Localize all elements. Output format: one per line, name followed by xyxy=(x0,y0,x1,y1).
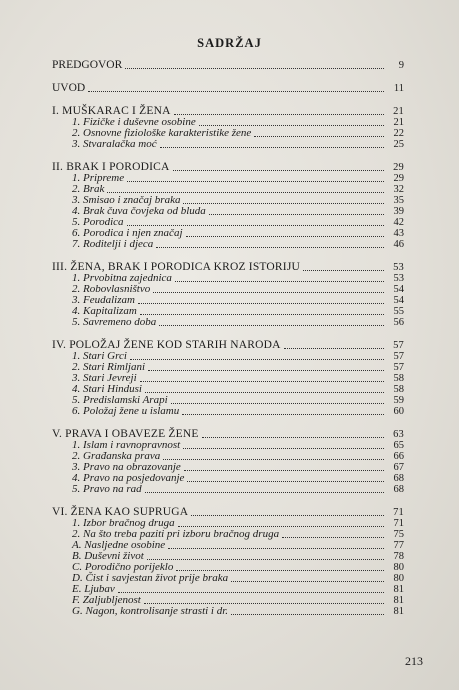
toc-section xyxy=(52,60,404,71)
toc-entry-label: 2. Brak xyxy=(72,183,105,195)
toc-chapter-page: 11 xyxy=(393,83,404,94)
toc-entry xyxy=(52,173,404,184)
toc-entry-label: 5. Porodica xyxy=(72,216,124,228)
dot-leader xyxy=(282,536,384,538)
toc-entry-label: 1. Izbor bračnog druga xyxy=(72,517,175,529)
toc-entry-page: 68 xyxy=(393,484,404,495)
dot-leader xyxy=(118,591,384,593)
toc-entry-label: 6. Položaj žene u islamu xyxy=(72,405,180,417)
toc-entry-page: 60 xyxy=(393,406,404,417)
dot-leader xyxy=(144,602,384,604)
toc-entry-label: 1. Fizičke i duševne osobine xyxy=(72,116,196,128)
dot-leader xyxy=(145,391,384,393)
toc-chapter-page: 71 xyxy=(393,507,404,518)
toc-entry-label: 3. Stari Jevreji xyxy=(72,372,137,384)
toc-entry-page: 53 xyxy=(393,273,404,284)
toc-entry-label: F. Zaljubljenost xyxy=(72,594,141,606)
toc-entry-label: 2. Stari Rimljani xyxy=(72,361,146,373)
dot-leader xyxy=(231,580,384,582)
toc-entry-label: 4. Brak čuva čovjeka od bluda xyxy=(72,205,206,217)
dot-leader xyxy=(168,547,384,549)
dot-leader xyxy=(148,369,384,371)
dot-leader xyxy=(175,280,384,282)
dot-leader xyxy=(202,436,384,438)
toc-entry-label: 3. Pravo na obrazovanje xyxy=(72,461,181,473)
toc-entry-page: 58 xyxy=(393,384,404,395)
toc-chapter xyxy=(52,60,404,71)
toc-chapter-label: III. ŽENA, BRAK I PORODICA KROZ ISTORIJU xyxy=(52,261,301,273)
toc-entry-page: 35 xyxy=(393,195,404,206)
toc-section xyxy=(52,507,404,617)
toc-entry-label: 1. Stari Grci xyxy=(72,350,127,362)
toc-entry-page: 46 xyxy=(393,239,404,250)
dot-leader xyxy=(173,169,384,171)
toc-entry-label: D. Čist i savjestan život prije braka xyxy=(72,572,229,584)
toc-entry-label: 5. Predislamski Arapi xyxy=(72,394,168,406)
toc-chapter-page: 57 xyxy=(393,340,404,351)
toc-entry-page: 21 xyxy=(393,117,404,128)
toc-section xyxy=(52,429,404,495)
toc-entry-label: 5. Pravo na rad xyxy=(72,483,142,495)
dot-leader xyxy=(159,324,384,326)
toc-entry-label: A. Nasljedne osobine xyxy=(72,539,166,551)
toc-entry-page: 77 xyxy=(393,540,404,551)
toc-entry-page: 68 xyxy=(393,473,404,484)
toc-entry xyxy=(52,406,404,417)
toc-entry-page: 55 xyxy=(393,306,404,317)
toc-chapter-page: 9 xyxy=(398,60,404,71)
toc-entry-page: 39 xyxy=(393,206,404,217)
page-title: SADRŽAJ xyxy=(197,36,262,50)
toc-entry-page: 56 xyxy=(393,317,404,328)
toc-entry-page: 80 xyxy=(393,573,404,584)
toc-chapter-label: VI. ŽENA KAO SUPRUGA xyxy=(52,506,189,518)
toc-entry-page: 54 xyxy=(393,295,404,306)
dot-leader xyxy=(303,269,384,271)
dot-leader xyxy=(125,67,384,69)
toc-entry-page: 78 xyxy=(393,551,404,562)
dot-leader xyxy=(130,358,384,360)
toc-chapter-label: II. BRAK I PORODICA xyxy=(52,161,170,173)
toc-entry xyxy=(52,139,404,150)
toc-entry-page: 59 xyxy=(393,395,404,406)
dot-leader xyxy=(107,191,384,193)
dot-leader xyxy=(191,514,384,516)
toc-entry-label: E. Ljubav xyxy=(72,583,115,595)
toc-chapter-label: I. MUŠKARAC I ŽENA xyxy=(52,105,171,117)
toc-chapter-label: V. PRAVA I OBAVEZE ŽENE xyxy=(52,428,199,440)
toc-entry-page: 71 xyxy=(393,518,404,529)
toc-entry-label: 1. Pripreme xyxy=(72,172,125,184)
toc-chapter-label: PREDGOVOR xyxy=(52,59,123,71)
page-number: 213 xyxy=(405,654,423,668)
dot-leader xyxy=(231,613,384,615)
toc-entry-page: 32 xyxy=(393,184,404,195)
dot-leader xyxy=(184,469,384,471)
toc-chapter-page: 63 xyxy=(393,429,404,440)
toc-entry-label: 3. Smisao i značaj braka xyxy=(72,194,181,206)
toc-entry xyxy=(52,606,404,617)
toc-entry-page: 42 xyxy=(393,217,404,228)
toc-entry xyxy=(52,239,404,250)
dot-leader xyxy=(127,180,384,182)
dot-leader xyxy=(199,124,384,126)
toc-entry-page: 57 xyxy=(393,351,404,362)
toc-entry-label: 6. Porodica i njen značaj xyxy=(72,227,183,239)
dot-leader xyxy=(171,402,384,404)
toc-entry-label: 4. Pravo na posjedovanje xyxy=(72,472,185,484)
toc-entry-label: C. Porodično porijeklo xyxy=(72,561,174,573)
dot-leader xyxy=(160,146,384,148)
dot-leader xyxy=(138,302,384,304)
toc-entry-page: 22 xyxy=(393,128,404,139)
dot-leader xyxy=(140,313,384,315)
toc-entry-label: 4. Stari Hindusi xyxy=(72,383,142,395)
toc-entry-label: 7. Roditelji i djeca xyxy=(72,238,154,250)
dot-leader xyxy=(183,202,384,204)
toc-entry-label: 1. Islam i ravnopravnost xyxy=(72,439,181,451)
toc-entry-page: 58 xyxy=(393,373,404,384)
toc-section xyxy=(52,262,404,328)
dot-leader xyxy=(284,347,384,349)
dot-leader xyxy=(176,569,384,571)
dot-leader xyxy=(183,447,384,449)
dot-leader xyxy=(153,291,384,293)
toc-section xyxy=(52,83,404,94)
toc-section xyxy=(52,106,404,150)
toc-entry-label: 2. Robovlasništvo xyxy=(72,283,151,295)
toc-entry-label: G. Nagon, kontrolisanje strasti i dr. xyxy=(72,605,229,617)
toc-entry-label: 4. Kapitalizam xyxy=(72,305,137,317)
dot-leader xyxy=(209,213,384,215)
toc-entry-label: 5. Savremeno doba xyxy=(72,316,157,328)
toc-entry-page: 81 xyxy=(393,584,404,595)
toc-entry-page: 81 xyxy=(393,606,404,617)
toc-entry-page: 54 xyxy=(393,284,404,295)
toc-entry xyxy=(52,317,404,328)
toc-section xyxy=(52,340,404,417)
toc-entry-label: 1. Prvobitna zajednica xyxy=(72,272,172,284)
toc-chapter-label: UVOD xyxy=(52,82,86,94)
toc-entry-page: 81 xyxy=(393,595,404,606)
dot-leader xyxy=(187,480,384,482)
toc-entry-page: 25 xyxy=(393,139,404,150)
toc-entry-page: 29 xyxy=(393,173,404,184)
dot-leader xyxy=(163,458,384,460)
toc-entry-label: 2. Građanska prava xyxy=(72,450,161,462)
toc-entry-label: 2. Na što treba paziti pri izboru bračnog druga xyxy=(72,528,280,540)
toc-entry-label: 3. Stvaralačka moć xyxy=(72,138,157,150)
toc-entry-page: 66 xyxy=(393,451,404,462)
table-of-contents xyxy=(52,60,404,617)
dot-leader xyxy=(140,380,384,382)
dot-leader xyxy=(156,246,384,248)
toc-section xyxy=(52,162,404,250)
toc-entry-page: 67 xyxy=(393,462,404,473)
dot-leader xyxy=(88,90,384,92)
toc-entry xyxy=(52,484,404,495)
dot-leader xyxy=(254,135,384,137)
dot-leader xyxy=(127,224,384,226)
toc-chapter-page: 53 xyxy=(393,262,404,273)
toc-entry-label: 3. Feudalizam xyxy=(72,294,135,306)
toc-entry-label: B. Duševni život xyxy=(72,550,144,562)
toc-entry-page: 43 xyxy=(393,228,404,239)
toc-entry-page: 80 xyxy=(393,562,404,573)
dot-leader xyxy=(145,491,384,493)
toc-entry-page: 57 xyxy=(393,362,404,373)
toc-chapter-page: 21 xyxy=(393,106,404,117)
toc-entry-label: 2. Osnovne fiziološke karakteristike žene xyxy=(72,127,252,139)
dot-leader xyxy=(147,558,384,560)
dot-leader xyxy=(174,113,384,115)
dot-leader xyxy=(186,235,385,237)
toc-entry-page: 75 xyxy=(393,529,404,540)
toc-chapter-label: IV. POLOŽAJ ŽENE KOD STARIH NARODA xyxy=(52,339,281,351)
toc-chapter-page: 29 xyxy=(393,162,404,173)
dot-leader xyxy=(182,413,384,415)
toc-chapter xyxy=(52,83,404,94)
toc-entry-page: 65 xyxy=(393,440,404,451)
dot-leader xyxy=(178,525,384,527)
